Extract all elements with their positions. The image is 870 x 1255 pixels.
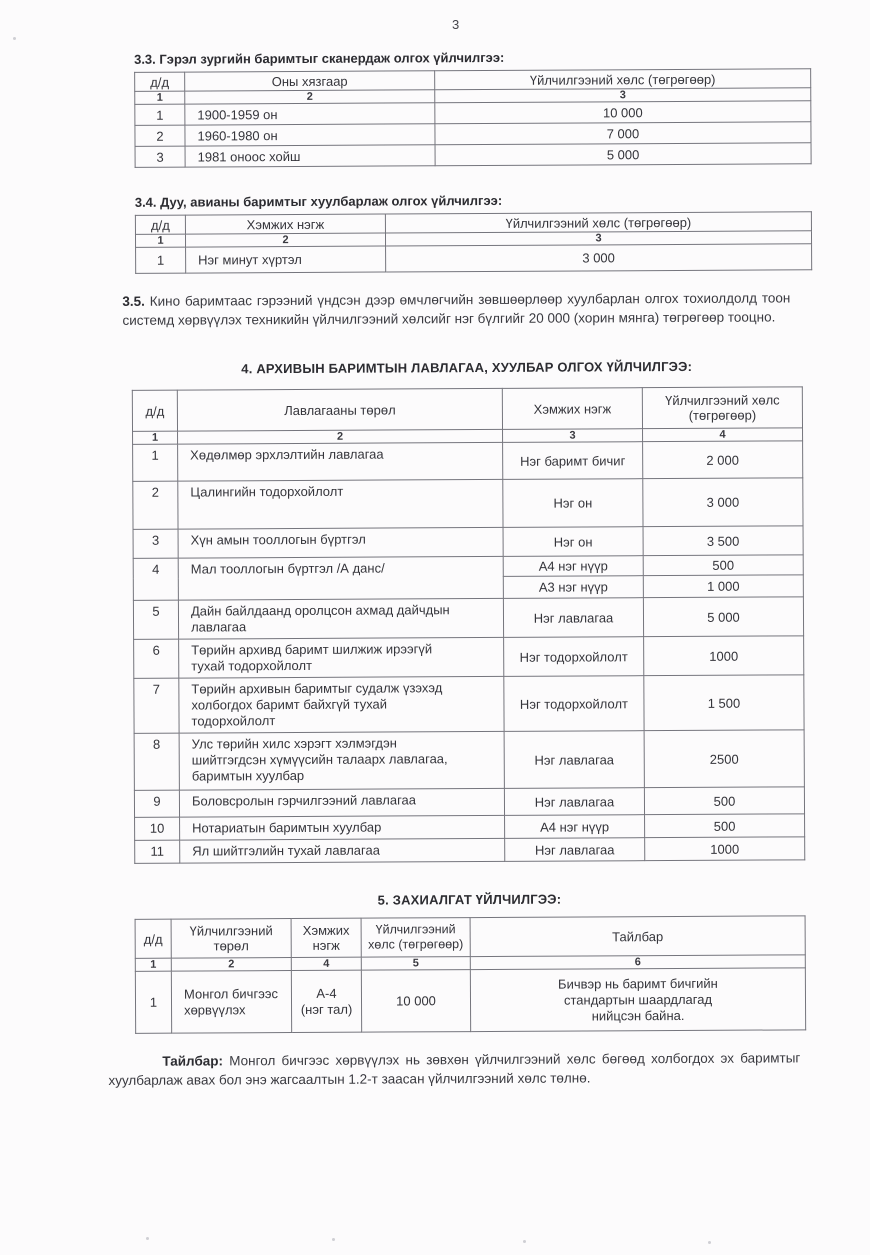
cell-row-number: 10: [135, 817, 180, 840]
cell-reference-type: Хүн амын тооллогын бүртгэл: [178, 527, 503, 558]
col-number: 1: [135, 91, 185, 104]
custom-service-fee-table: [135, 915, 807, 1034]
cell-unit: Нэг тодорхойлолт: [504, 637, 644, 677]
cell-price: 1000: [645, 837, 805, 861]
scan-speck: [332, 1238, 335, 1241]
cell-price: 500: [644, 787, 804, 815]
cell-reference-type: Хөдөлмөр эрхлэлтийн лавлагаа: [178, 442, 503, 481]
cell-note-text: Бичвэр нь баримт бичгийн стандартын шаардлагад нийцсэн байна.: [557, 975, 718, 1023]
cell-price: 5 000: [435, 143, 811, 166]
table-row: [134, 787, 804, 818]
cell-reference-type: Ял шийтгэлийн тухай лавлагаа: [180, 838, 505, 863]
cell-row-number: 7: [134, 678, 179, 733]
col-number: 4: [643, 428, 803, 442]
col-header-num: д/д: [135, 919, 171, 958]
cell-unit: Нэг он: [503, 527, 643, 557]
cell-price: 500: [643, 555, 803, 576]
cell-reference-type: Боловсролын гэрчилгээний лавлагаа: [179, 788, 504, 817]
col-header-unit: Хэмжих нэгж: [502, 388, 642, 430]
cell-row-number: 2: [133, 481, 178, 529]
cell-price: 1 000: [643, 575, 803, 598]
table-header-row: [135, 916, 805, 959]
col-header-num: д/д: [132, 390, 177, 431]
col-header-num: д/д: [135, 215, 185, 234]
col-header-price: Үйлчилгээний хөлс (төгрөгөөр): [385, 212, 811, 233]
col-number: 1: [133, 431, 178, 444]
cell-label: 1981 оноос хойш: [185, 145, 435, 167]
cell-unit: Нэг лавлагаа: [504, 731, 644, 789]
cell-price: 2500: [644, 730, 804, 788]
document-content: [103, 42, 818, 1090]
cell-note: [470, 968, 805, 1032]
col-number: 1: [135, 234, 185, 247]
col-header-type: Лавлагааны төрөл: [177, 388, 502, 431]
cell-row-number: 1: [133, 444, 178, 481]
table-row: [135, 143, 811, 168]
cell-unit: Нэг лавлагаа: [504, 788, 644, 816]
cell-unit: Нэг он: [503, 479, 643, 528]
col-header-note: Тайлбар: [470, 916, 805, 957]
cell-price: 1000: [644, 636, 804, 676]
col-number: 4: [291, 957, 361, 970]
col-number: 3: [385, 231, 811, 246]
archive-reference-fee-table: [132, 386, 805, 864]
cell-row-number: 8: [134, 733, 179, 790]
col-header-price: Үйлчилгээний хөлс (төгрөгөөр): [435, 69, 811, 90]
cell-price: 2 000: [643, 441, 803, 479]
footnote-text: Монгол бичгээс хөрвүүлэх нь зөвхөн үйлчилгээний хөлс бөгөөд холбогдох эх баримтыг хуулбарлаж авах бол энэ жагсаалтын 1.2-т заасан үйлчилгээний хөлс төлнө.: [108, 1050, 801, 1088]
table-header-row: [132, 387, 802, 432]
table-row: [136, 244, 812, 274]
col-number: 1: [135, 958, 171, 971]
col-number: 2: [178, 429, 503, 444]
col-number: 6: [470, 955, 805, 970]
table-row: [135, 837, 805, 864]
cell-unit: Нэг баримт бичиг: [503, 442, 643, 480]
cell-unit: [291, 970, 361, 1032]
col-header-price: Үйлчилгээний хөлс (төгрөгөөр): [642, 387, 802, 429]
section-3-4-heading: 3.4. Дуу, авианы баримтыг хуулбарлаж олгох үйлчилгээ:: [134, 192, 503, 210]
cell-reference-type: Дайн байлдаанд оролцсон ахмад дайчдын лавлагаа: [178, 598, 503, 639]
cell-row-number: 4: [133, 558, 178, 600]
cell-reference-type: Нотариатын баримтын хуулбар: [180, 815, 505, 840]
cell-label: Нэг минут хүртэл: [186, 246, 386, 273]
cell-unit: Нэг лавлагаа: [505, 838, 645, 862]
cell-row-number: 1: [136, 247, 186, 273]
cell-row-number: 2: [135, 125, 185, 146]
cell-price: 5 000: [643, 597, 803, 637]
cell-row-number: 1: [135, 104, 185, 125]
cell-reference-type: Төрийн архивын баримтыг судалж үзэхэд холбогдох баримт байхгүй тухай тодорхойлолт: [179, 676, 504, 733]
section-3-5-text: Кино баримтаас гэрээний үндсэн дээр өмчлөгчийн зөвшөөрлөөр хуулбарлан олгох тохиолдолд тоон системд хөрвүүлэх техникийн үйлчилгээний хөлсийг нэг бүлгийг 20 000 (хорин мянга) төгрөгөөр тооцно.: [122, 290, 791, 328]
col-number: 3: [503, 429, 643, 443]
audio-copy-fee-table: [135, 211, 812, 274]
scan-speck: [708, 1241, 711, 1244]
col-number: 2: [185, 233, 385, 247]
cell-row-number: 1: [135, 971, 171, 1033]
scan-speck: [13, 37, 16, 40]
cell-row-number: 6: [134, 639, 179, 678]
col-header-label: Оны хязгаар: [185, 71, 435, 91]
cell-service-type: Монгол бичгээс хөрвүүлэх: [171, 971, 291, 1034]
cell-row-number: 11: [135, 840, 180, 863]
cell-price: 500: [645, 814, 805, 838]
cell-unit-line2: (нэг тал): [300, 1001, 353, 1017]
cell-reference-type: Төрийн архивд баримт шилжиж ирээгүй тухай тодорхойлолт: [179, 637, 504, 678]
col-number: 5: [361, 957, 470, 971]
cell-price: 3 000: [643, 478, 803, 527]
cell-price: 3 500: [643, 526, 803, 556]
cell-unit: Нэг лавлагаа: [503, 598, 643, 638]
cell-unit: А4 нэг нүүр: [505, 815, 645, 839]
cell-label: 1960-1980 он: [185, 124, 435, 146]
cell-unit: А4 нэг нүүр: [503, 556, 643, 577]
cell-price: 1 500: [644, 675, 804, 731]
cell-label: 1900-1959 он: [185, 103, 435, 125]
table-row: [133, 526, 803, 559]
col-header-unit: Хэмжих нэгж: [291, 918, 361, 957]
table-row: [134, 730, 804, 791]
cell-price: 10 000: [435, 101, 811, 124]
col-header-label: Хэмжих нэгж: [185, 214, 385, 234]
cell-reference-type: Цалингийн тодорхойлолт: [178, 479, 503, 529]
col-header-type: Үйлчилгээний төрөл: [171, 919, 291, 959]
col-number: 2: [185, 90, 435, 104]
cell-unit: Нэг тодорхойлолт: [504, 676, 644, 732]
table-row: [134, 636, 804, 679]
section-3-5-paragraph: [122, 288, 790, 329]
col-header-num: д/д: [135, 72, 185, 91]
col-number: 3: [435, 88, 811, 103]
cell-row-number: 9: [134, 790, 179, 817]
table-row: [133, 441, 803, 482]
col-header-price: Үйлчилгээний хөлс (төгрөгөөр): [361, 918, 470, 958]
cell-reference-type: Улс төрийн хилс хэрэгт хэлмэгдэн шийтгэгдсэн хүмүүсийн талаарх лавлагаа, баримтын хуулбар: [179, 731, 504, 790]
table-row: [135, 968, 805, 1034]
footnote-label: Тайлбар:: [162, 1053, 224, 1069]
cell-row-number: 5: [133, 600, 178, 639]
cell-price: 10 000: [361, 970, 470, 1033]
cell-reference-type: Мал тооллогын бүртгэл /А данс/: [178, 556, 503, 600]
section-4-heading: 4. АРХИВЫН БАРИМТЫН ЛАВЛАГАА, ХУУЛБАР ОЛГОХ ҮЙЛЧИЛГЭЭ:: [241, 358, 693, 377]
page-number: 3: [452, 17, 460, 32]
cell-price: 3 000: [386, 244, 812, 272]
col-number: 2: [171, 958, 291, 972]
footnote-paragraph: [108, 1048, 800, 1090]
photo-scan-fee-table: [134, 68, 811, 168]
section-5-heading: 5. ЗАХИАЛГАТ ҮЙЛЧИЛГЭЭ:: [377, 891, 562, 908]
cell-row-number: 3: [133, 529, 178, 558]
cell-unit-line1: А-4: [316, 985, 337, 1001]
scan-speck: [523, 1240, 526, 1243]
table-row: [133, 597, 803, 640]
cell-unit: А3 нэг нүүр: [503, 576, 643, 599]
scan-speck: [146, 1237, 149, 1240]
cell-row-number: 3: [135, 146, 185, 167]
cell-price: 7 000: [435, 122, 811, 145]
section-3-3-heading: 3.3. Гэрэл зургийн баримтыг сканердаж олгох үйлчилгээ:: [134, 49, 505, 67]
table-row: [134, 675, 804, 734]
section-3-5-number: 3.5.: [122, 293, 145, 309]
table-row: [133, 478, 803, 530]
